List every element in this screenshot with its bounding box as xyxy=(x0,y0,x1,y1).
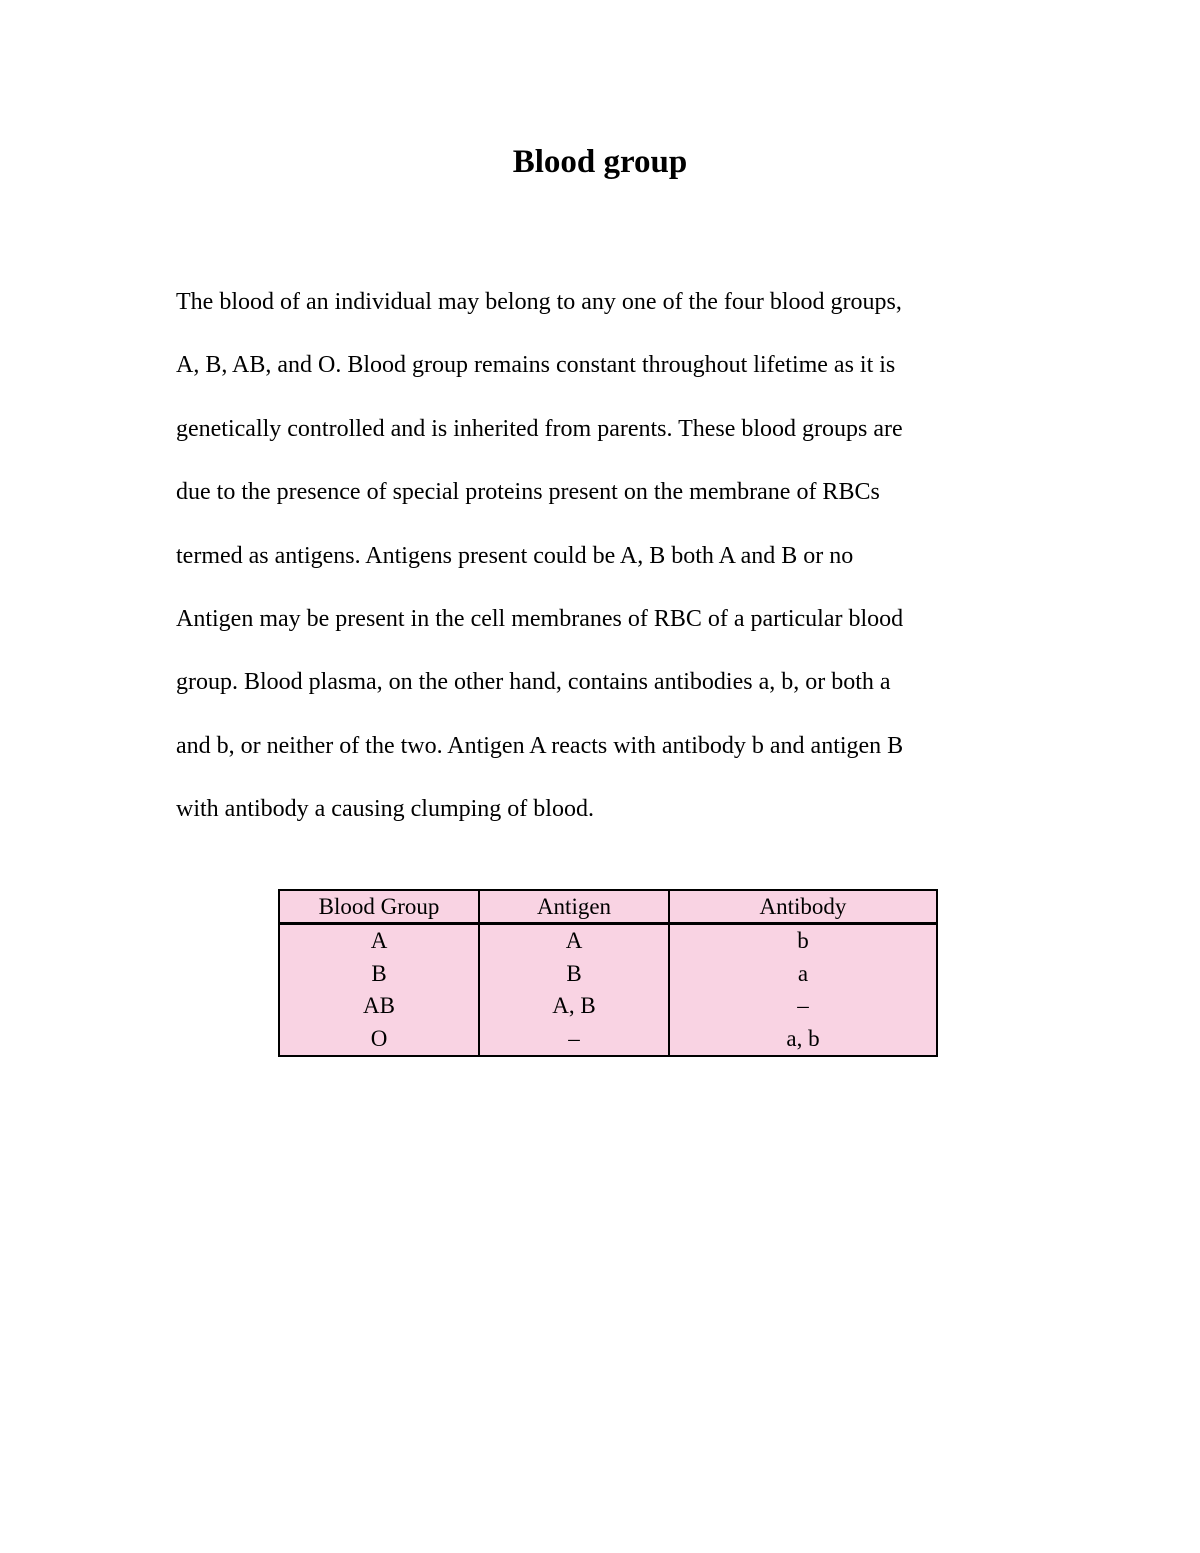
cell-blood-group: AB xyxy=(279,990,479,1023)
header-blood-group: Blood Group xyxy=(279,890,479,924)
paragraph-line: Antigen may be present in the cell membranes of RBC of a particular blood xyxy=(176,605,904,632)
table-row xyxy=(279,1023,937,1057)
paragraph-line: A, B, AB, and O. Blood group remains constant throughout lifetime as it is xyxy=(176,352,896,379)
body-paragraph xyxy=(176,282,1036,853)
table-row xyxy=(279,958,937,991)
paragraph-line: with antibody a causing clumping of blood. xyxy=(176,796,594,823)
paragraph-line: and b, or neither of the two. Antigen A reacts with antibody b and antigen B xyxy=(176,732,904,759)
paragraph-line: due to the presence of special proteins present on the membrane of RBCs xyxy=(176,479,880,506)
paragraph-line: The blood of an individual may belong to any one of the four blood groups, xyxy=(176,289,902,315)
header-antigen: Antigen xyxy=(479,890,669,924)
table-body xyxy=(279,924,937,1057)
cell-antigen: B xyxy=(479,958,669,991)
paragraph-line: genetically controlled and is inherited from parents. These blood groups are xyxy=(176,415,903,442)
header-antibody: Antibody xyxy=(669,890,937,924)
header-row xyxy=(279,890,937,924)
cell-blood-group: O xyxy=(279,1023,479,1057)
table-row xyxy=(279,924,937,958)
blood-group-table-container xyxy=(278,889,938,1057)
table-row xyxy=(279,990,937,1023)
cell-antigen: A xyxy=(479,924,669,958)
cell-antigen: A, B xyxy=(479,990,669,1023)
cell-blood-group: B xyxy=(279,958,479,991)
cell-antibody: b xyxy=(669,924,937,958)
table-header xyxy=(279,890,937,924)
paragraph-line: group. Blood plasma, on the other hand, contains antibodies a, b, or both a xyxy=(176,669,891,696)
page-title: Blood group xyxy=(512,144,688,180)
cell-antibody: – xyxy=(669,990,937,1023)
cell-blood-group: A xyxy=(279,924,479,958)
blood-group-table xyxy=(278,889,938,1057)
cell-antibody: a xyxy=(669,958,937,991)
cell-antigen: – xyxy=(479,1023,669,1057)
paragraph-line: termed as antigens. Antigens present could be A, B both A and B or no xyxy=(176,542,854,569)
cell-antibody: a, b xyxy=(669,1023,937,1057)
